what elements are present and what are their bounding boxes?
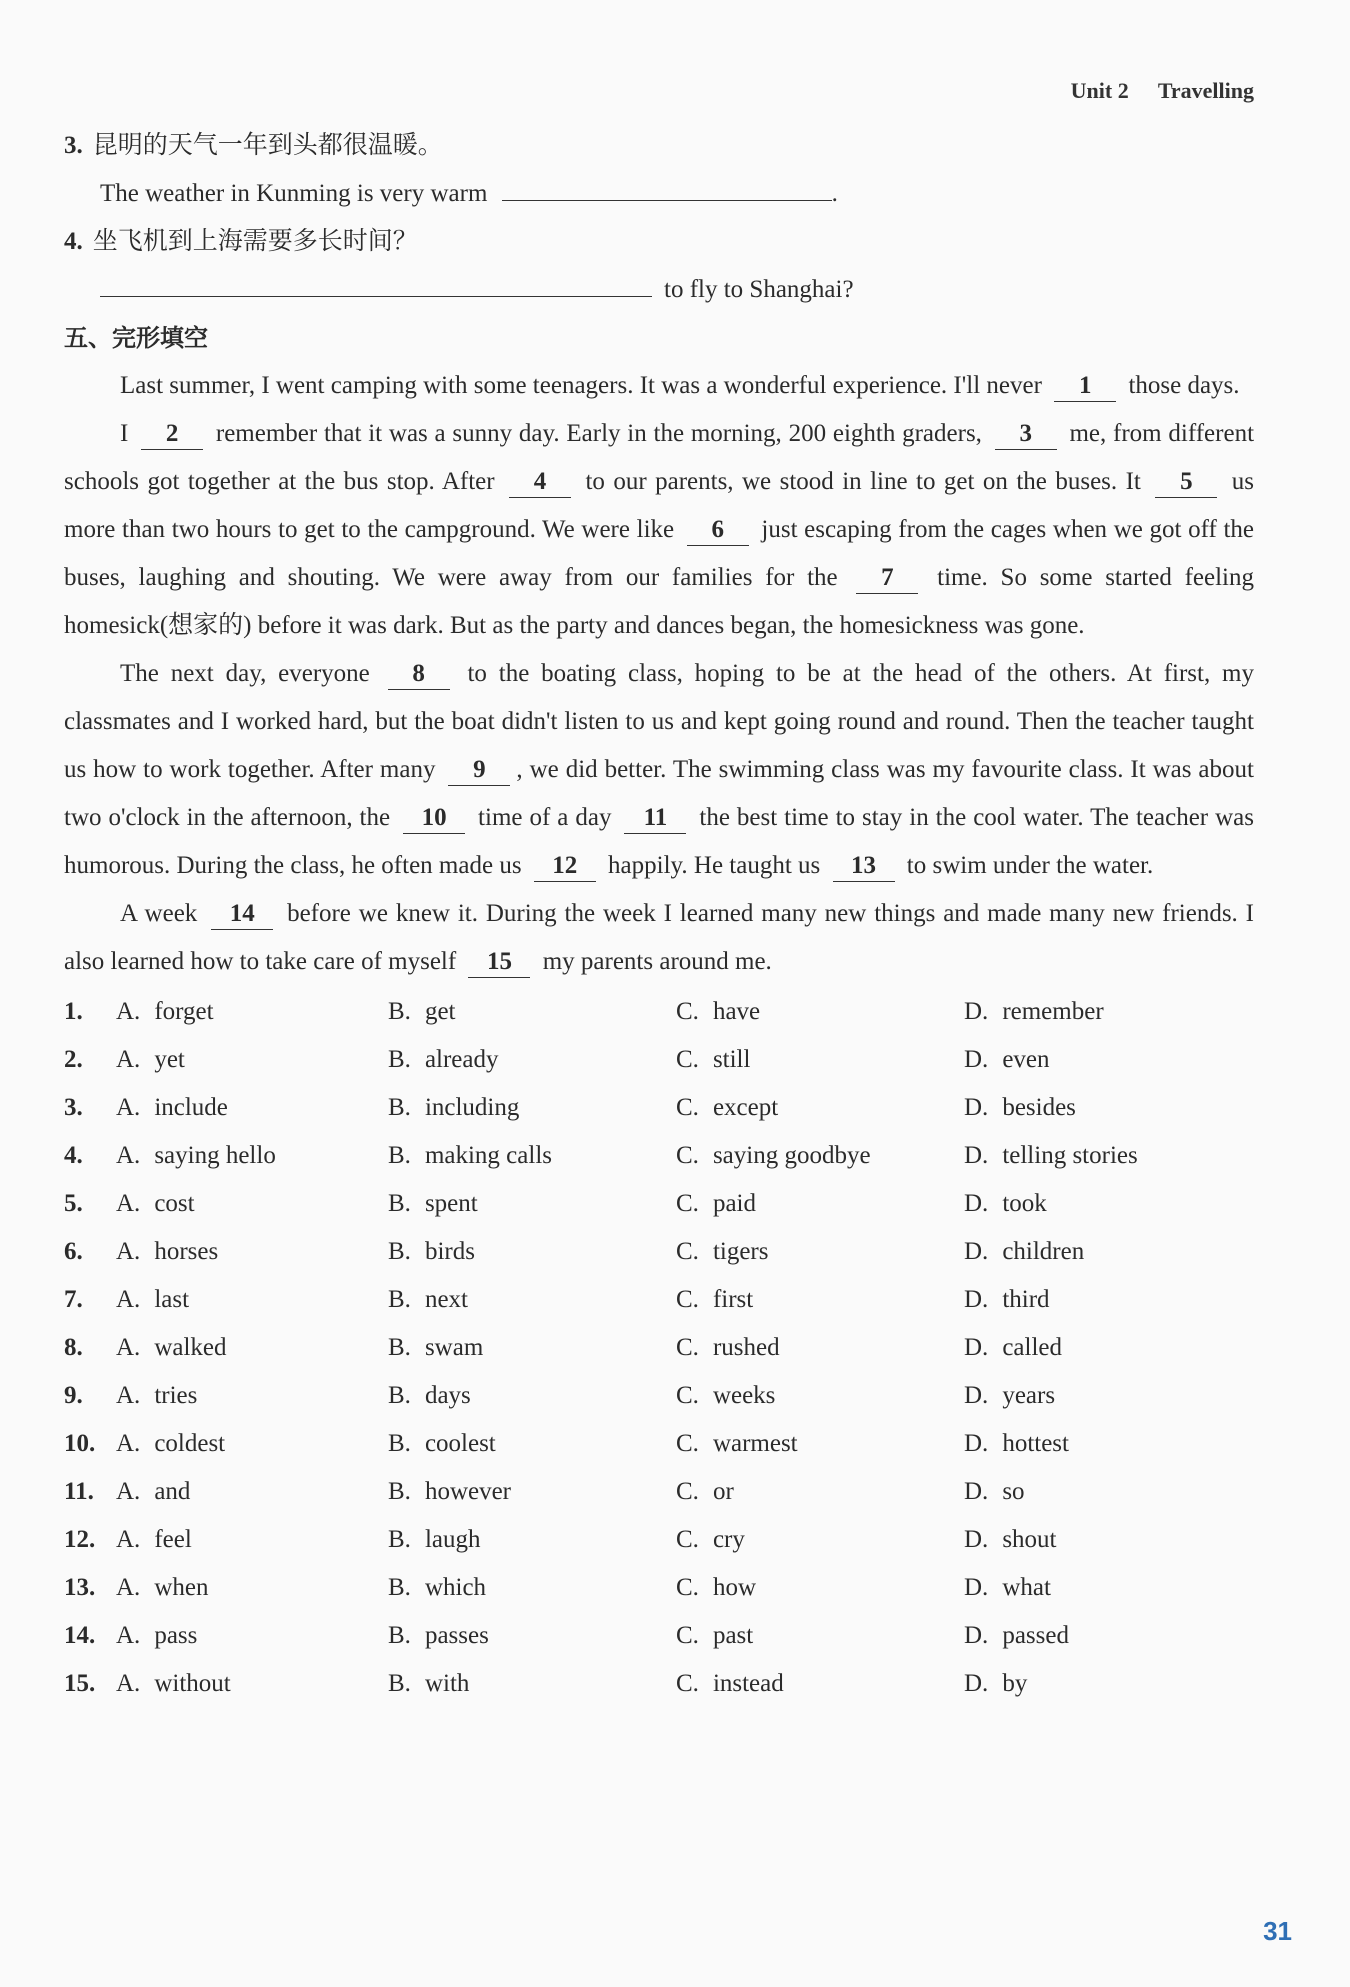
question-number: 4. bbox=[64, 1142, 83, 1169]
passage-paragraph-2: I 2 remember that it was a sunny day. Early in the morning, 200 eighth graders, 3 me, from different schools got together at the bus stop. After 4 to our parents, we stood in line to get on the buses. It 5 us more than two hours to get to the campground. We were like 6 just escaping from the cages when we got off the buses, laughing and shouting. We were away from our families for the 7 time. So some started feeling homesick(想家的) before it was dark. But as the party and dances began, the homesickness was gone. bbox=[64, 420, 1255, 639]
option-text: past bbox=[712, 1622, 754, 1649]
content bbox=[64, 122, 1254, 1708]
option-letter: C. bbox=[676, 1334, 699, 1361]
question-number: 2. bbox=[64, 1046, 83, 1073]
option-a[interactable] bbox=[116, 1324, 388, 1372]
option-text: forget bbox=[154, 998, 214, 1025]
option-text: what bbox=[1002, 1574, 1051, 1601]
option-d[interactable] bbox=[964, 1084, 1254, 1132]
gap-3[interactable]: 3 bbox=[995, 419, 1057, 450]
gap-7[interactable]: 7 bbox=[856, 563, 918, 594]
option-text: saying hello bbox=[154, 1142, 276, 1169]
option-letter: A. bbox=[116, 1526, 141, 1553]
option-text: feel bbox=[154, 1526, 192, 1553]
gap-11[interactable]: 11 bbox=[624, 803, 686, 834]
gap-9[interactable]: 9 bbox=[448, 755, 510, 786]
option-letter: C. bbox=[676, 1382, 699, 1409]
option-letter: B. bbox=[388, 1526, 411, 1553]
option-row bbox=[64, 1228, 1254, 1276]
option-text: tigers bbox=[712, 1238, 769, 1265]
option-letter: D. bbox=[964, 1478, 989, 1505]
option-text: include bbox=[154, 1094, 228, 1121]
option-c[interactable] bbox=[676, 1372, 964, 1420]
option-text: making calls bbox=[424, 1142, 552, 1169]
option-b[interactable] bbox=[388, 1180, 676, 1228]
question-number: 6. bbox=[64, 1238, 83, 1265]
option-text: passed bbox=[1002, 1622, 1069, 1649]
option-text: still bbox=[712, 1046, 751, 1073]
option-d[interactable] bbox=[964, 1180, 1254, 1228]
option-row bbox=[64, 1036, 1254, 1084]
option-letter: B. bbox=[388, 1334, 411, 1361]
option-text: get bbox=[424, 998, 456, 1025]
option-b[interactable] bbox=[388, 1276, 676, 1324]
option-d[interactable] bbox=[964, 1468, 1254, 1516]
option-row bbox=[64, 1420, 1254, 1468]
option-text: swam bbox=[424, 1334, 484, 1361]
option-text: laugh bbox=[424, 1526, 481, 1553]
option-text: called bbox=[1002, 1334, 1062, 1361]
option-text: including bbox=[424, 1094, 520, 1121]
option-letter: C. bbox=[676, 1622, 699, 1649]
option-a[interactable] bbox=[116, 1372, 388, 1420]
option-letter: D. bbox=[964, 998, 989, 1025]
option-text: remember bbox=[1002, 998, 1104, 1025]
gap-5[interactable]: 5 bbox=[1155, 467, 1217, 498]
option-text: took bbox=[1002, 1190, 1047, 1217]
passage-paragraph-4: A week 14 before we knew it. During the week I learned many new things and made many new friends. I also learned how to take care of myself 15 my parents around me. bbox=[64, 890, 1254, 986]
question-number: 10. bbox=[64, 1430, 96, 1457]
option-d[interactable] bbox=[964, 1420, 1254, 1468]
page-number: 31 bbox=[1263, 1916, 1292, 1946]
option-text: coolest bbox=[424, 1430, 496, 1457]
option-letter: B. bbox=[388, 1478, 411, 1505]
option-letter: D. bbox=[964, 1574, 989, 1601]
option-c[interactable] bbox=[676, 988, 964, 1036]
question-number: 5. bbox=[64, 1190, 83, 1217]
option-row bbox=[64, 1468, 1254, 1516]
option-text: last bbox=[154, 1286, 190, 1313]
option-letter: D. bbox=[964, 1430, 989, 1457]
option-d[interactable] bbox=[964, 1324, 1254, 1372]
option-c[interactable] bbox=[676, 1084, 964, 1132]
option-text: horses bbox=[154, 1238, 219, 1265]
running-header bbox=[1071, 78, 1254, 104]
option-letter: C. bbox=[676, 1190, 699, 1217]
option-d[interactable] bbox=[964, 1036, 1254, 1084]
answer-blank[interactable] bbox=[100, 266, 652, 297]
option-c[interactable] bbox=[676, 1516, 964, 1564]
passage-paragraph-3: The next day, everyone 8 to the boating class, hoping to be at the head of the others. At first, my classmates and I worked hard, but the boat didn't listen to us and kept going round and round. Then the teacher taught us how to work together. After many 9 , we did better. The swimming class was my favourite class. It was about two o'clock in the afternoon, the 10 time of a day 11 the best time to stay in the cool water. The teacher was humorous. During the class, he often made us 12 happily. He taught us 13 to swim under the water. bbox=[64, 650, 1254, 890]
option-b[interactable] bbox=[388, 1372, 676, 1420]
option-text: paid bbox=[712, 1190, 756, 1217]
option-text: warmest bbox=[712, 1430, 798, 1457]
option-letter: B. bbox=[388, 1190, 411, 1217]
option-letter: C. bbox=[676, 1526, 699, 1553]
option-b[interactable] bbox=[388, 1612, 676, 1660]
option-text: birds bbox=[424, 1238, 475, 1265]
option-c[interactable] bbox=[676, 1564, 964, 1612]
option-a[interactable] bbox=[116, 1180, 388, 1228]
option-a[interactable] bbox=[116, 1132, 388, 1180]
option-row bbox=[64, 1276, 1254, 1324]
question-number: 8. bbox=[64, 1334, 83, 1361]
option-letter: A. bbox=[116, 1334, 141, 1361]
option-a[interactable] bbox=[116, 1036, 388, 1084]
option-letter: A. bbox=[116, 1430, 141, 1457]
option-letter: D. bbox=[964, 1334, 989, 1361]
option-d[interactable] bbox=[964, 1132, 1254, 1180]
option-text: passes bbox=[424, 1622, 489, 1649]
option-letter: B. bbox=[388, 998, 411, 1025]
option-letter: D. bbox=[964, 1142, 989, 1169]
option-text: instead bbox=[712, 1670, 784, 1697]
option-letter: B. bbox=[388, 1382, 411, 1409]
option-letter: C. bbox=[676, 1046, 699, 1073]
option-a[interactable] bbox=[116, 1564, 388, 1612]
option-text: years bbox=[1002, 1382, 1056, 1409]
gap-8[interactable]: 8 bbox=[388, 659, 450, 690]
option-letter: D. bbox=[964, 1382, 989, 1409]
option-letter: D. bbox=[964, 1046, 989, 1073]
option-text: except bbox=[712, 1094, 779, 1121]
option-c[interactable] bbox=[676, 1660, 964, 1708]
option-a[interactable] bbox=[116, 1420, 388, 1468]
option-text: by bbox=[1002, 1670, 1028, 1697]
option-letter: C. bbox=[676, 998, 699, 1025]
option-row bbox=[64, 1132, 1254, 1180]
option-text: even bbox=[1002, 1046, 1050, 1073]
option-c[interactable] bbox=[676, 1132, 964, 1180]
option-row bbox=[64, 1372, 1254, 1420]
option-b[interactable] bbox=[388, 1420, 676, 1468]
option-letter: A. bbox=[116, 1286, 141, 1313]
option-c[interactable] bbox=[676, 1036, 964, 1084]
question-3-prompt: 3. 昆明的天气一年到头都很温暖。 bbox=[64, 132, 443, 159]
option-letter: C. bbox=[676, 1574, 699, 1601]
question-number: 7. bbox=[64, 1286, 83, 1313]
option-letter: A. bbox=[116, 1670, 141, 1697]
option-letter: B. bbox=[388, 1094, 411, 1121]
option-letter: B. bbox=[388, 1238, 411, 1265]
option-letter: D. bbox=[964, 1286, 989, 1313]
option-b[interactable] bbox=[388, 988, 676, 1036]
question-number: 9. bbox=[64, 1382, 83, 1409]
option-d[interactable] bbox=[964, 1660, 1254, 1708]
option-letter: C. bbox=[676, 1094, 699, 1121]
option-letter: B. bbox=[388, 1574, 411, 1601]
option-b[interactable] bbox=[388, 1468, 676, 1516]
option-letter: A. bbox=[116, 1478, 141, 1505]
option-letter: B. bbox=[388, 1046, 411, 1073]
option-text: so bbox=[1002, 1478, 1025, 1505]
option-d[interactable] bbox=[964, 988, 1254, 1036]
option-d[interactable] bbox=[964, 1372, 1254, 1420]
answer-blank[interactable] bbox=[502, 170, 832, 201]
option-a[interactable] bbox=[116, 1276, 388, 1324]
option-row bbox=[64, 1516, 1254, 1564]
option-text: already bbox=[424, 1046, 499, 1073]
gap-6[interactable]: 6 bbox=[687, 515, 749, 546]
option-c[interactable] bbox=[676, 1228, 964, 1276]
option-c[interactable] bbox=[676, 1468, 964, 1516]
option-text: saying goodbye bbox=[712, 1142, 871, 1169]
question-number: 15. bbox=[64, 1670, 96, 1697]
option-a[interactable] bbox=[116, 1612, 388, 1660]
option-d[interactable] bbox=[964, 1228, 1254, 1276]
option-b[interactable] bbox=[388, 1324, 676, 1372]
option-letter: A. bbox=[116, 1622, 141, 1649]
option-letter: B. bbox=[388, 1622, 411, 1649]
option-row bbox=[64, 1564, 1254, 1612]
option-text: how bbox=[712, 1574, 756, 1601]
option-text: or bbox=[712, 1478, 734, 1505]
option-letter: A. bbox=[116, 1094, 141, 1121]
option-text: hottest bbox=[1002, 1430, 1069, 1457]
option-text: tries bbox=[154, 1382, 198, 1409]
option-text: telling stories bbox=[1002, 1142, 1138, 1169]
option-letter: A. bbox=[116, 1046, 141, 1073]
gap-1[interactable]: 1 bbox=[1054, 371, 1116, 402]
option-text: and bbox=[154, 1478, 191, 1505]
option-b[interactable] bbox=[388, 1036, 676, 1084]
answer-options bbox=[64, 988, 1254, 1708]
option-a[interactable] bbox=[116, 1516, 388, 1564]
header-title: Travelling bbox=[1157, 78, 1254, 103]
option-text: which bbox=[424, 1574, 487, 1601]
gap-10[interactable]: 10 bbox=[403, 803, 465, 834]
option-row bbox=[64, 1180, 1254, 1228]
gap-12[interactable]: 12 bbox=[534, 851, 596, 882]
option-letter: A. bbox=[116, 1382, 141, 1409]
option-b[interactable] bbox=[388, 1084, 676, 1132]
section-title: 五、完形填空 bbox=[64, 324, 208, 352]
option-letter: B. bbox=[388, 1286, 411, 1313]
option-letter: B. bbox=[388, 1670, 411, 1697]
option-row bbox=[64, 1324, 1254, 1372]
option-row bbox=[64, 1660, 1254, 1708]
option-d[interactable] bbox=[964, 1516, 1254, 1564]
question-4-prompt: 4. 坐飞机到上海需要多长时间？ bbox=[64, 228, 418, 255]
gap-13[interactable]: 13 bbox=[833, 851, 895, 882]
option-text: besides bbox=[1002, 1094, 1076, 1121]
option-text: third bbox=[1002, 1286, 1050, 1313]
question-3-answer-line: The weather in Kunming is very warm . bbox=[64, 170, 1254, 218]
option-a[interactable] bbox=[116, 988, 388, 1036]
option-letter: C. bbox=[676, 1478, 699, 1505]
option-c[interactable] bbox=[676, 1324, 964, 1372]
option-text: next bbox=[424, 1286, 468, 1313]
option-c[interactable] bbox=[676, 1420, 964, 1468]
option-text: when bbox=[154, 1574, 209, 1601]
cloze-passage bbox=[64, 362, 1254, 986]
option-letter: C. bbox=[676, 1430, 699, 1457]
header-unit: Unit 2 bbox=[1070, 78, 1129, 103]
option-text: have bbox=[712, 998, 761, 1025]
option-text: first bbox=[712, 1286, 754, 1313]
option-b[interactable] bbox=[388, 1660, 676, 1708]
option-text: however bbox=[424, 1478, 512, 1505]
option-letter: D. bbox=[964, 1526, 989, 1553]
option-letter: D. bbox=[964, 1238, 989, 1265]
option-a[interactable] bbox=[116, 1468, 388, 1516]
option-letter: C. bbox=[676, 1286, 699, 1313]
option-letter: C. bbox=[676, 1142, 699, 1169]
option-b[interactable] bbox=[388, 1564, 676, 1612]
option-a[interactable] bbox=[116, 1228, 388, 1276]
option-text: coldest bbox=[154, 1430, 226, 1457]
question-number: 12. bbox=[64, 1526, 96, 1553]
option-c[interactable] bbox=[676, 1276, 964, 1324]
option-row bbox=[64, 1084, 1254, 1132]
option-letter: D. bbox=[964, 1190, 989, 1217]
option-letter: A. bbox=[116, 998, 141, 1025]
question-4-answer-line: to fly to Shanghai? bbox=[64, 266, 1254, 314]
question-number: 14. bbox=[64, 1622, 96, 1649]
option-row bbox=[64, 1612, 1254, 1660]
option-letter: B. bbox=[388, 1430, 411, 1457]
option-letter: A. bbox=[116, 1142, 141, 1169]
option-text: pass bbox=[154, 1622, 198, 1649]
option-text: with bbox=[424, 1670, 470, 1697]
question-number: 3. bbox=[64, 1094, 83, 1121]
question-number: 1. bbox=[64, 998, 83, 1025]
option-a[interactable] bbox=[116, 1084, 388, 1132]
option-a[interactable] bbox=[116, 1660, 388, 1708]
option-letter: C. bbox=[676, 1670, 699, 1697]
option-text: rushed bbox=[712, 1334, 780, 1361]
option-letter: D. bbox=[964, 1622, 989, 1649]
option-b[interactable] bbox=[388, 1516, 676, 1564]
option-text: children bbox=[1002, 1238, 1085, 1265]
option-d[interactable] bbox=[964, 1276, 1254, 1324]
option-text: weeks bbox=[712, 1382, 776, 1409]
option-letter: D. bbox=[964, 1094, 989, 1121]
option-letter: A. bbox=[116, 1238, 141, 1265]
question-number: 13. bbox=[64, 1574, 96, 1601]
option-b[interactable] bbox=[388, 1132, 676, 1180]
gap-15[interactable]: 15 bbox=[468, 947, 530, 978]
gap-2[interactable]: 2 bbox=[141, 419, 203, 450]
option-text: shout bbox=[1002, 1526, 1057, 1553]
option-text: cry bbox=[712, 1526, 745, 1553]
option-row bbox=[64, 988, 1254, 1036]
passage-paragraph-1: Last summer, I went camping with some teenagers. It was a wonderful experience. I'll never 1 those days. bbox=[64, 362, 1254, 410]
option-letter: C. bbox=[676, 1238, 699, 1265]
option-c[interactable] bbox=[676, 1180, 964, 1228]
option-d[interactable] bbox=[964, 1564, 1254, 1612]
option-text: cost bbox=[154, 1190, 195, 1217]
gap-4[interactable]: 4 bbox=[509, 467, 571, 498]
option-letter: A. bbox=[116, 1190, 141, 1217]
option-text: walked bbox=[154, 1334, 227, 1361]
option-letter: B. bbox=[388, 1142, 411, 1169]
option-text: yet bbox=[154, 1046, 185, 1073]
question-number: 11. bbox=[64, 1478, 94, 1505]
option-letter: D. bbox=[964, 1670, 989, 1697]
option-text: without bbox=[154, 1670, 231, 1697]
option-d[interactable] bbox=[964, 1612, 1254, 1660]
option-text: days bbox=[424, 1382, 471, 1409]
option-b[interactable] bbox=[388, 1228, 676, 1276]
option-c[interactable] bbox=[676, 1612, 964, 1660]
option-text: spent bbox=[424, 1190, 478, 1217]
gap-14[interactable]: 14 bbox=[211, 899, 273, 930]
option-letter: A. bbox=[116, 1574, 141, 1601]
